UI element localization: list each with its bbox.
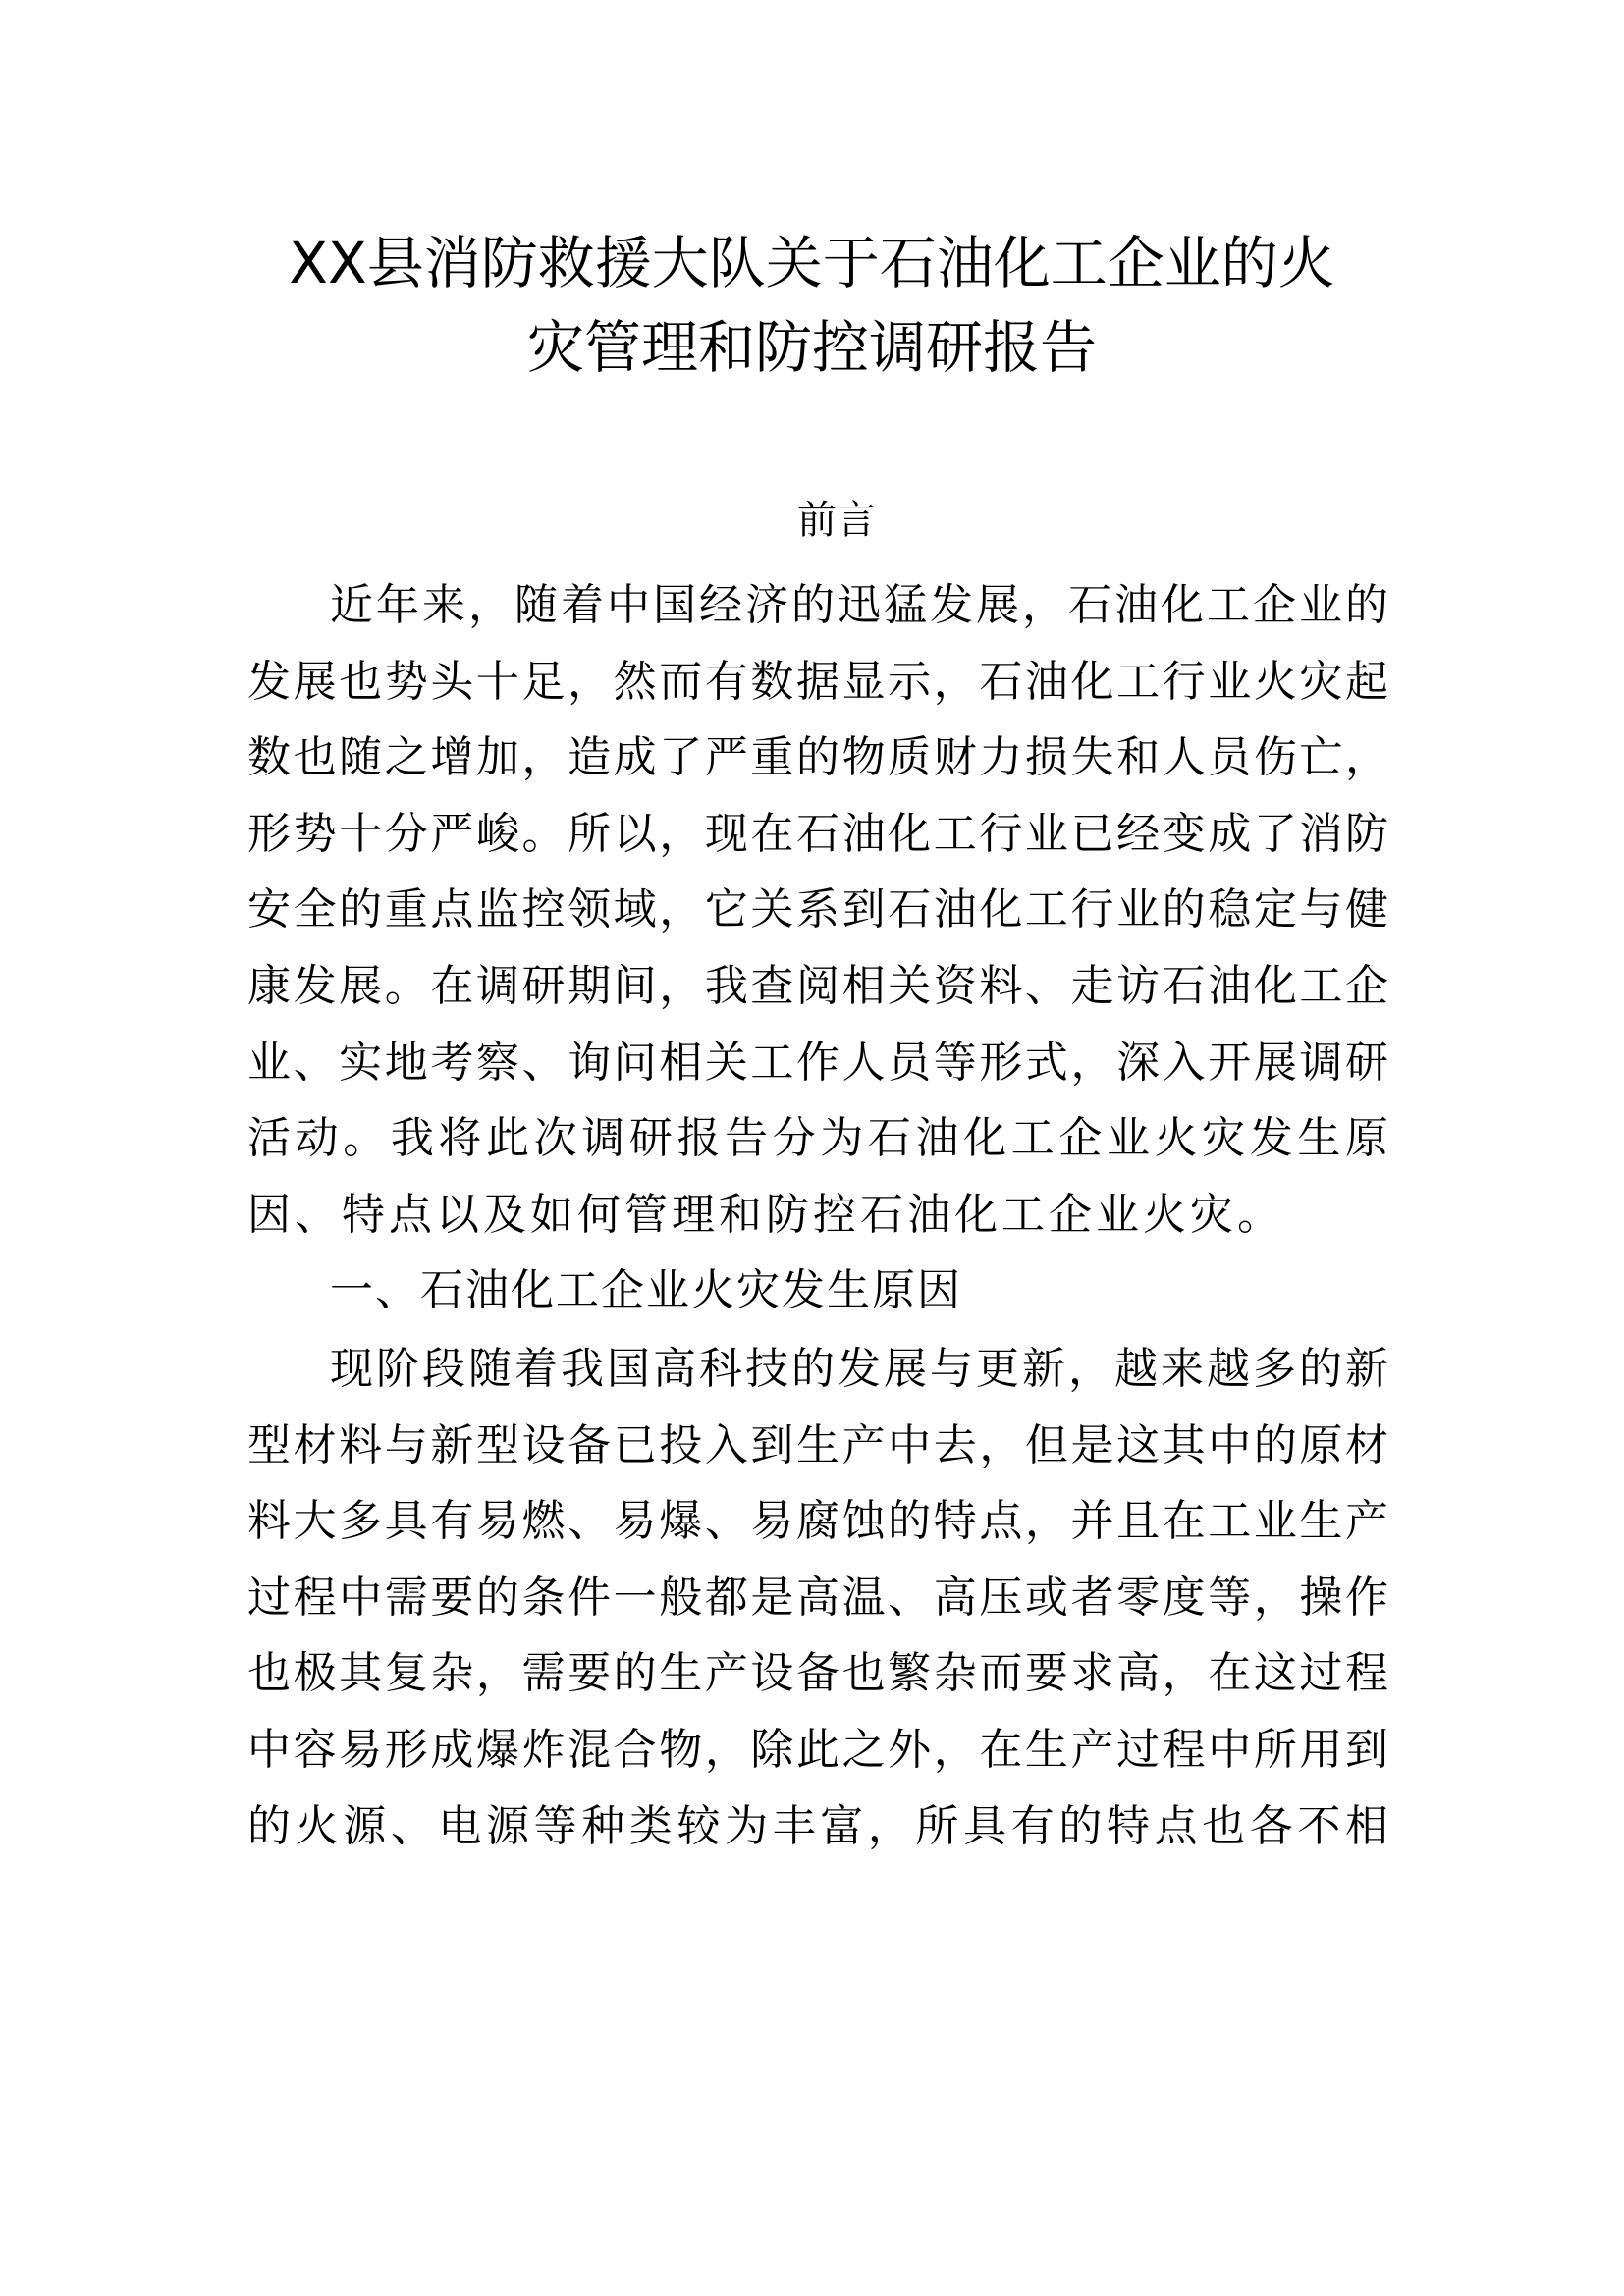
document-title-line-1: XX县消防救援大队关于石油化工企业的火 <box>289 230 1335 296</box>
paragraph-line: 现阶段随着我国高科技的发展与更新，越来越多的新 <box>330 1344 1388 1394</box>
paragraph-line: 康发展。在调研期间，我查阅相关资料、走访石油化工企 <box>247 960 1388 1011</box>
paragraph-line: 过程中需要的条件一般都是高温、高压或者零度等，操作 <box>247 1572 1388 1623</box>
paragraph-line: 业、实地考察、询问相关工作人员等形式，深入开展调研 <box>247 1037 1388 1088</box>
paragraph-line: 因、特点以及如何管理和防控石油化工企业火灾。 <box>247 1189 1284 1240</box>
preface-heading: 前言 <box>797 498 876 543</box>
document-title-line-2: 灾管理和防控调研报告 <box>526 314 1097 381</box>
paragraph-line: 中容易形成爆炸混合物，除此之外，在生产过程中所用到 <box>247 1724 1388 1775</box>
paragraph-line: 安全的重点监控领域，它关系到石油化工行业的稳定与健 <box>247 884 1388 935</box>
paragraph-line: 近年来，随着中国经济的迅猛发展，石油化工企业的 <box>330 580 1388 630</box>
paragraph-line: 发展也势头十足，然而有数据显示，石油化工行业火灾起 <box>247 656 1388 707</box>
section-1-heading: 一、石油化工企业火灾发生原因 <box>330 1265 962 1316</box>
paragraph-line: 活动。我将此次调研报告分为石油化工企业火灾发生原 <box>247 1113 1388 1164</box>
paragraph-line: 的火源、电源等种类较为丰富，所具有的特点也各不相 <box>247 1800 1388 1851</box>
section-1-paragraph <box>247 1331 1388 1864</box>
paragraph-line: 形势十分严峻。所以，现在石油化工行业已经变成了消防 <box>247 808 1388 859</box>
paragraph-line: 数也随之增加，造成了严重的物质财力损失和人员伤亡， <box>247 732 1388 783</box>
paragraph-line: 型材料与新型设备已投入到生产中去，但是这其中的原材 <box>247 1419 1388 1470</box>
paragraph-line: 也极其复杂，需要的生产设备也繁杂而要求高，在这过程 <box>247 1648 1388 1699</box>
paragraph-line: 料大多具有易燃、易爆、易腐蚀的特点，并且在工业生产 <box>247 1496 1388 1547</box>
preface-paragraph <box>247 567 1388 1329</box>
